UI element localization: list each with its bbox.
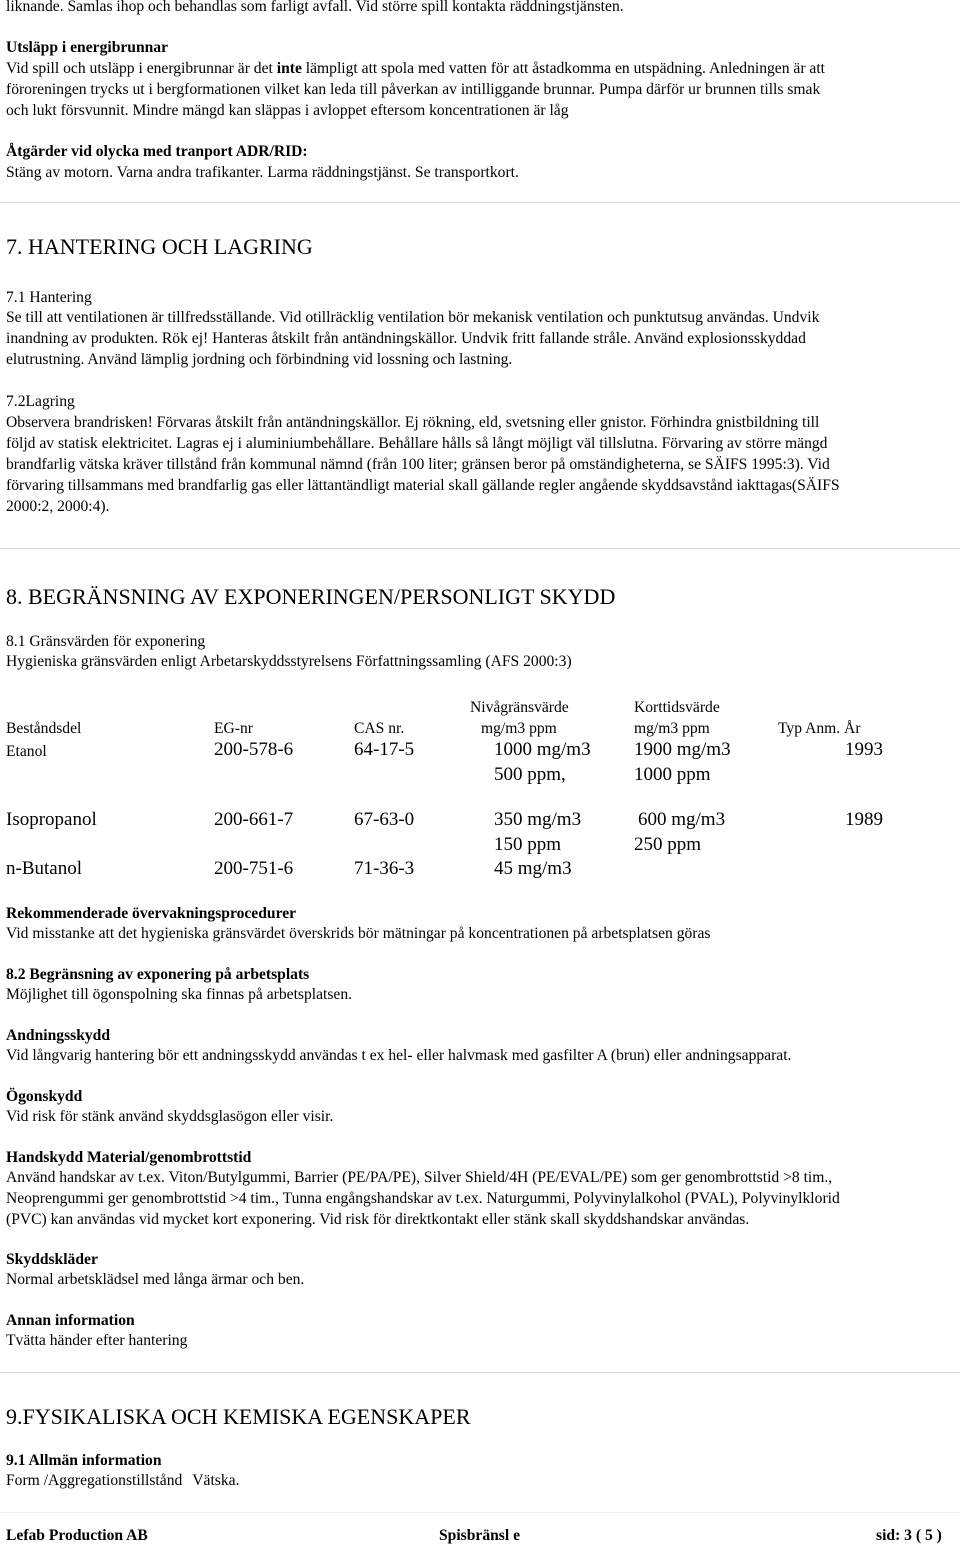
table-cell-component: Isopropanol [6, 809, 97, 830]
other-info-text: Tvätta händer efter hantering [6, 1332, 188, 1349]
form-label: Form /Aggregationstillstånd [6, 1472, 183, 1489]
col-header-kort: Korttidsvärde [634, 699, 720, 716]
divider [0, 548, 960, 549]
subsection-8-1-heading: 8.1 Gränsvärden för exponering [6, 633, 206, 650]
col-header-component: Beståndsdel [6, 720, 82, 737]
col-header-niva-unit: mg/m3 ppm [481, 720, 557, 737]
table-cell-year: 1989 [845, 809, 883, 830]
hand-protection-text: (PVC) kan användas vid mycket kort exponering. Vid risk för direktkontakt eller stänk skall skyddshandskar användas. [6, 1211, 750, 1228]
table-cell-niva: 500 ppm, [494, 764, 566, 785]
subsection-9-1-heading: 9.1 Allmän information [6, 1452, 162, 1469]
paragraph-7-2: Observera brandrisken! Förvaras åtskilt från antändningskällor. Ej rökning, eld, svetsning eller gnistor. Förhindra gnistbildning till [6, 414, 820, 431]
monitoring-heading: Rekommenderade övervakningsprocedurer [6, 905, 297, 922]
divider [0, 202, 960, 203]
divider [0, 1372, 960, 1373]
table-cell-component: n-Butanol [6, 858, 82, 879]
section-9-title: 9.FYSIKALISKA OCH KEMISKA EGENSKAPER [6, 1404, 471, 1429]
paragraph-7-2: 2000:2, 2000:4). [6, 498, 110, 515]
footer-company: Lefab Production AB [6, 1527, 148, 1544]
table-cell-year: 1993 [845, 739, 883, 760]
subsection-7-1-heading: 7.1 Hantering [6, 289, 92, 306]
respiratory-heading: Andningsskydd [6, 1027, 111, 1044]
protective-clothing-text: Normal arbetsklädsel med långa ärmar och ben. [6, 1271, 305, 1288]
paragraph-7-2: följd av statisk elektricitet. Lagras ej i aluminiumbehållare. Behållare hålls så långt möjligt väl tillslutna. Förvaring av större mängd [6, 435, 828, 452]
paragraph-8-1: Hygieniska gränsvärden enligt Arbetarskyddsstyrelsens Författningssamling (AFS 2000:3) [6, 653, 572, 670]
table-cell-component: Etanol [6, 743, 47, 760]
energy-wells-text: föroreningen trycks ut i bergformationen vilket kan leda till påverkan av intilliggande brunnar. Pumpa därför ur brunnen tills smak [6, 81, 821, 98]
hand-protection-heading: Handskydd Material/genombrottstid [6, 1149, 252, 1166]
form-row [6, 1471, 240, 1491]
table-cell-niva: 150 ppm [494, 834, 562, 855]
paragraph-8-2: Möjlighet till ögonspolning ska finnas på arbetsplatsen. [6, 986, 353, 1003]
footer-divider [0, 1512, 960, 1513]
table-cell-kort: 600 mg/m3 [638, 809, 726, 830]
eye-protection-text: Vid risk för stänk använd skyddsglasögon eller visir. [6, 1108, 334, 1125]
energy-wells-text: Vid spill och utsläpp i energibrunnar är det inte lämpligt att spola med vatten för att åstadkomma en utspädning. Anledningen är att [6, 60, 826, 77]
col-header-kort-unit: mg/m3 ppm [634, 720, 710, 737]
other-info-heading: Annan information [6, 1312, 135, 1329]
col-header-niva: Nivågränsvärde [470, 699, 569, 716]
hand-protection-text: Använd handskar av t.ex. Viton/Butylgummi, Barrier (PE/PA/PE), Silver Shield/4H (PE/EVAL/PE) som ger genombrottstid >8 tim., [6, 1169, 833, 1186]
energy-wells-heading: Utsläpp i energibrunnar [6, 39, 169, 56]
table-cell-kort: 1000 ppm [634, 764, 711, 785]
respiratory-text: Vid långvarig hantering bör ett andningsskydd användas t ex hel- eller halvmask med gasfilter A (brun) eller andningsapparat. [6, 1047, 792, 1064]
paragraph-7-2: brandfarlig vätska kräver tillstånd från kommunal nämnd (från 100 liter; gränsen beror på omständigheterna, se SÄIFS 1995:3). Vid [6, 456, 830, 473]
subsection-7-2-heading: 7.2Lagring [6, 393, 75, 410]
section-8-title: 8. BEGRÄNSNING AV EXPONERINGEN/PERSONLIGT SKYDD [6, 584, 616, 609]
col-header-cas: CAS nr. [354, 720, 405, 737]
section-7-title: 7. HANTERING OCH LAGRING [6, 234, 313, 259]
paragraph-7-1: Se till att ventilationen är tillfredsställande. Vid otillräcklig ventilation bör mekanisk ventilation och punktutsug användas. Undvik [6, 309, 820, 326]
table-cell-eg: 200-751-6 [214, 858, 294, 879]
col-header-typ: Typ Anm. År [778, 720, 861, 737]
footer-product: Spisbränsl e [439, 1527, 521, 1544]
subsection-8-2-heading: 8.2 Begränsning av exponering på arbetsplats [6, 966, 310, 983]
footer-page-number: sid: 3 ( 5 ) [876, 1527, 942, 1544]
paragraph-7-1: inandning av produkten. Rök ej! Hanteras åtskilt från antändningskällor. Undvik fritt fallande stråle. Använd explosionsskyddad [6, 330, 806, 347]
form-value: Vätska. [192, 1472, 240, 1489]
table-cell-eg: 200-578-6 [214, 739, 294, 760]
eye-protection-heading: Ögonskydd [6, 1088, 83, 1105]
text-line: liknande. Samlas ihop och behandlas som farligt avfall. Vid större spill kontakta räddningstjänsten. [6, 0, 624, 15]
table-cell-cas: 67-63-0 [354, 809, 415, 830]
paragraph-7-2: förvaring tillsammans med brandfarlig gas eller lättantändligt material skall gällande regler angående skyddsavstånd iakttagas(SÄIFS [6, 477, 840, 494]
table-cell-cas: 71-36-3 [354, 858, 415, 879]
table-cell-cas: 64-17-5 [354, 739, 415, 760]
energy-wells-text: och lukt försvunnit. Mindre mängd kan släppas i avloppet eftersom koncentrationen är låg [6, 102, 569, 119]
monitoring-text: Vid misstanke att det hygieniska gränsvärdet överskrids bör mätningar på koncentrationen på arbetsplatsen göras [6, 925, 711, 942]
col-header-eg: EG-nr [214, 720, 253, 737]
adr-text: Stäng av motorn. Varna andra trafikanter. Larma räddningstjänst. Se transportkort. [6, 164, 519, 181]
table-cell-niva: 1000 mg/m3 [494, 739, 591, 760]
paragraph-7-1: elutrustning. Använd lämplig jordning och förbindning vid lossning och lastning. [6, 351, 513, 368]
table-cell-niva: 350 mg/m3 [494, 809, 582, 830]
table-cell-kort: 1900 mg/m3 [634, 739, 731, 760]
table-cell-kort: 250 ppm [634, 834, 702, 855]
table-cell-eg: 200-661-7 [214, 809, 294, 830]
hand-protection-text: Neoprengummi ger genombrottstid >4 tim., Tunna engångshandskar av t.ex. Naturgummi, Polyvinylalkohol (PVAL), Polyvinylklorid [6, 1190, 840, 1207]
protective-clothing-heading: Skyddskläder [6, 1251, 98, 1268]
table-cell-niva: 45 mg/m3 [494, 858, 572, 879]
adr-heading: Åtgärder vid olycka med tranport ADR/RID: [6, 143, 308, 160]
